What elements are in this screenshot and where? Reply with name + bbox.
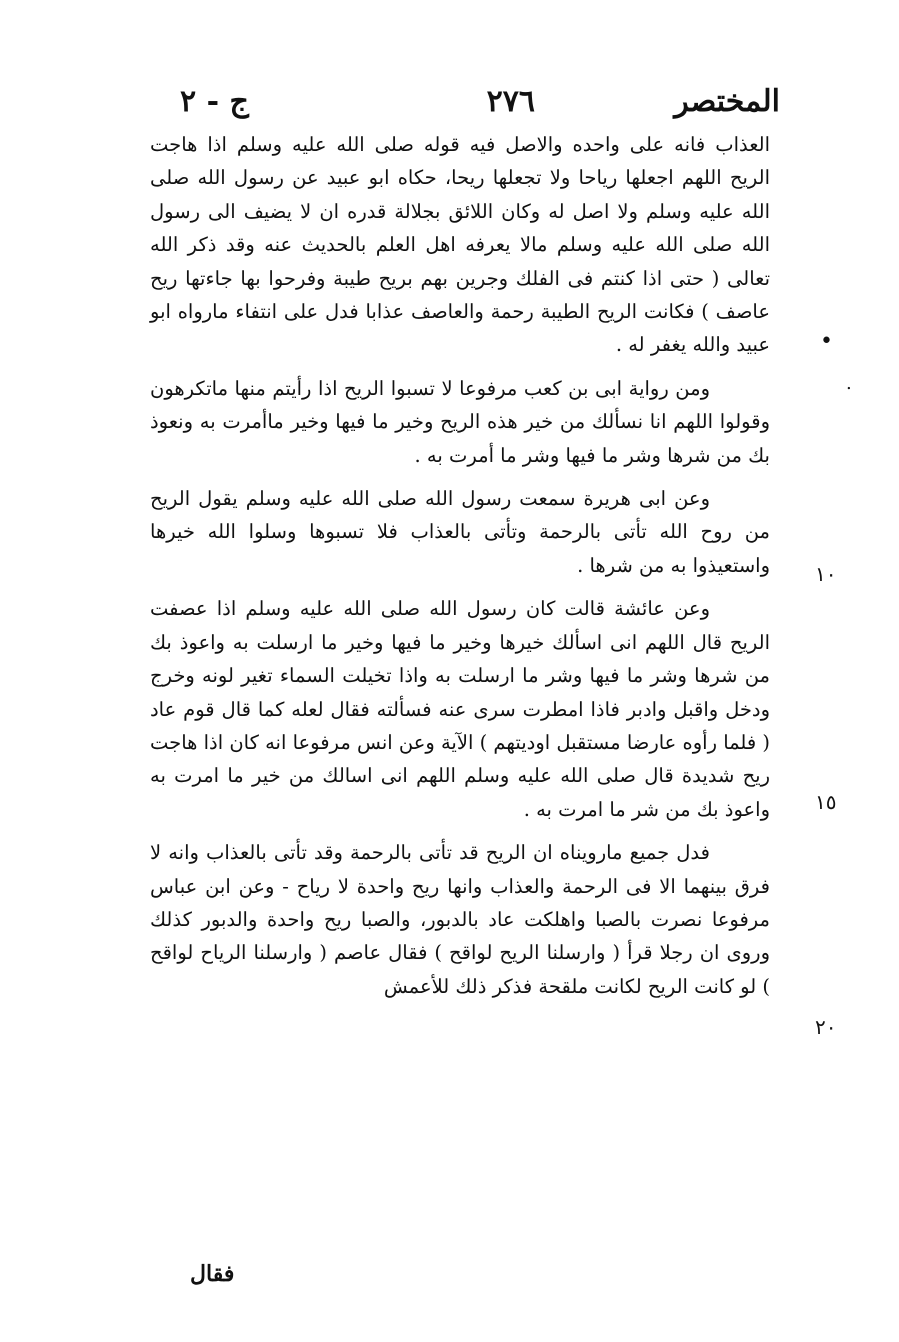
paragraph-1: العذاب فانه على واحده والاصل فيه قوله صلى الله عليه وسلم اذا هاجت الريح اللهم اجعلها رياحا ولا تجعلها ريحا، حكاه ابو عبيد عن رسول الله صلى الله عليه وسلم ولا اصل له وكان اللائق بجلالة قدره ان لا يضيف الى رسول الله صلى الله عليه وسلم مالا يعرفه اهل العلم بالحديث عنه وقد ذكر الله تعالى ( حتى اذا كنتم فى الفلك وجرين بهم بريح طيبة وفرحوا بها جاءتها ريح عاصف ) فكانت الريح الطيبة رحمة والعاصف عذابا فدل على انتفاء مارواه ابو عبيد والله يغفر له .: [150, 133, 770, 357]
line-number-15: ١٥: [815, 790, 837, 814]
page-header: [180, 78, 780, 126]
line-number-20: ٢٠: [815, 1015, 837, 1039]
book-title: المختصر: [674, 84, 780, 119]
paragraph-4: وعن عائشة قالت كان رسول الله صلى الله عليه وسلم اذا عصفت الريح قال اللهم انى اسألك خيرها وخير ما فيها وخير ما ارسلت به واعوذ بك من شرها وشر ما فيها وشر ما ارسلت به واذا تخيلت السماء تغير لونه وخرج ودخل واقبل وادبر فاذا امطرت سرى عنه فسألته فقال لعله كما قال قوم عاد ( فلما رأوه عارضا مستقبل اوديتهم ) الآية وعن انس مرفوعا انه كان اذا هاجت ريح شديدة قال صلى الله عليه وسلم اللهم انى اسالك من خير ما امرت به واعوذ بك من شر ما امرت به .: [150, 597, 770, 821]
volume-label: ج - ٢: [180, 84, 249, 119]
paragraph-5: فدل جميع مارويناه ان الريح قد تأتى بالرحمة وقد تأتى بالعذاب وانه لا فرق بينهما الا فى الرحمة والعذاب وانها ريح واحدة لا رياح - وعن ابن عباس مرفوعا نصرت بالصبا واهلكت عاد بالدبور، والصبا ريح واحدة والدبور كذلك وروى ان رجلا قرأ ( وارسلنا الريح لواقح ) فقال عاصم ( وارسلنا الرياح لواقح ) لو كانت الريح لكانت ملقحة فذكر ذلك للأعمش: [150, 841, 770, 998]
catchword: فقال: [190, 1261, 235, 1287]
line-number-10: ١٠: [815, 562, 837, 586]
paragraph-2: ومن رواية ابى بن كعب مرفوعا لا تسبوا الريح اذا رأيتم منها ماتكرهون وقولوا اللهم انا نسألك من خير هذه الريح وخير ما فيها وخير ماأمرت به ونعوذ بك من شرها وشر ما فيها وشر ما أمرت به .: [150, 376, 770, 467]
paragraph-3: وعن ابى هريرة سمعت رسول الله صلى الله عليه وسلم يقول الريح من روح الله تأتى بالرحمة وتأتى بالعذاب فلا تسبوها وسلوا الله خيرها واستعيذوا به من شرها .: [150, 487, 770, 577]
margin-bullet: •: [820, 329, 833, 354]
page-number: ٢٧٦: [486, 84, 535, 119]
margin-dot: .: [846, 373, 852, 394]
body-text: [150, 128, 770, 1003]
